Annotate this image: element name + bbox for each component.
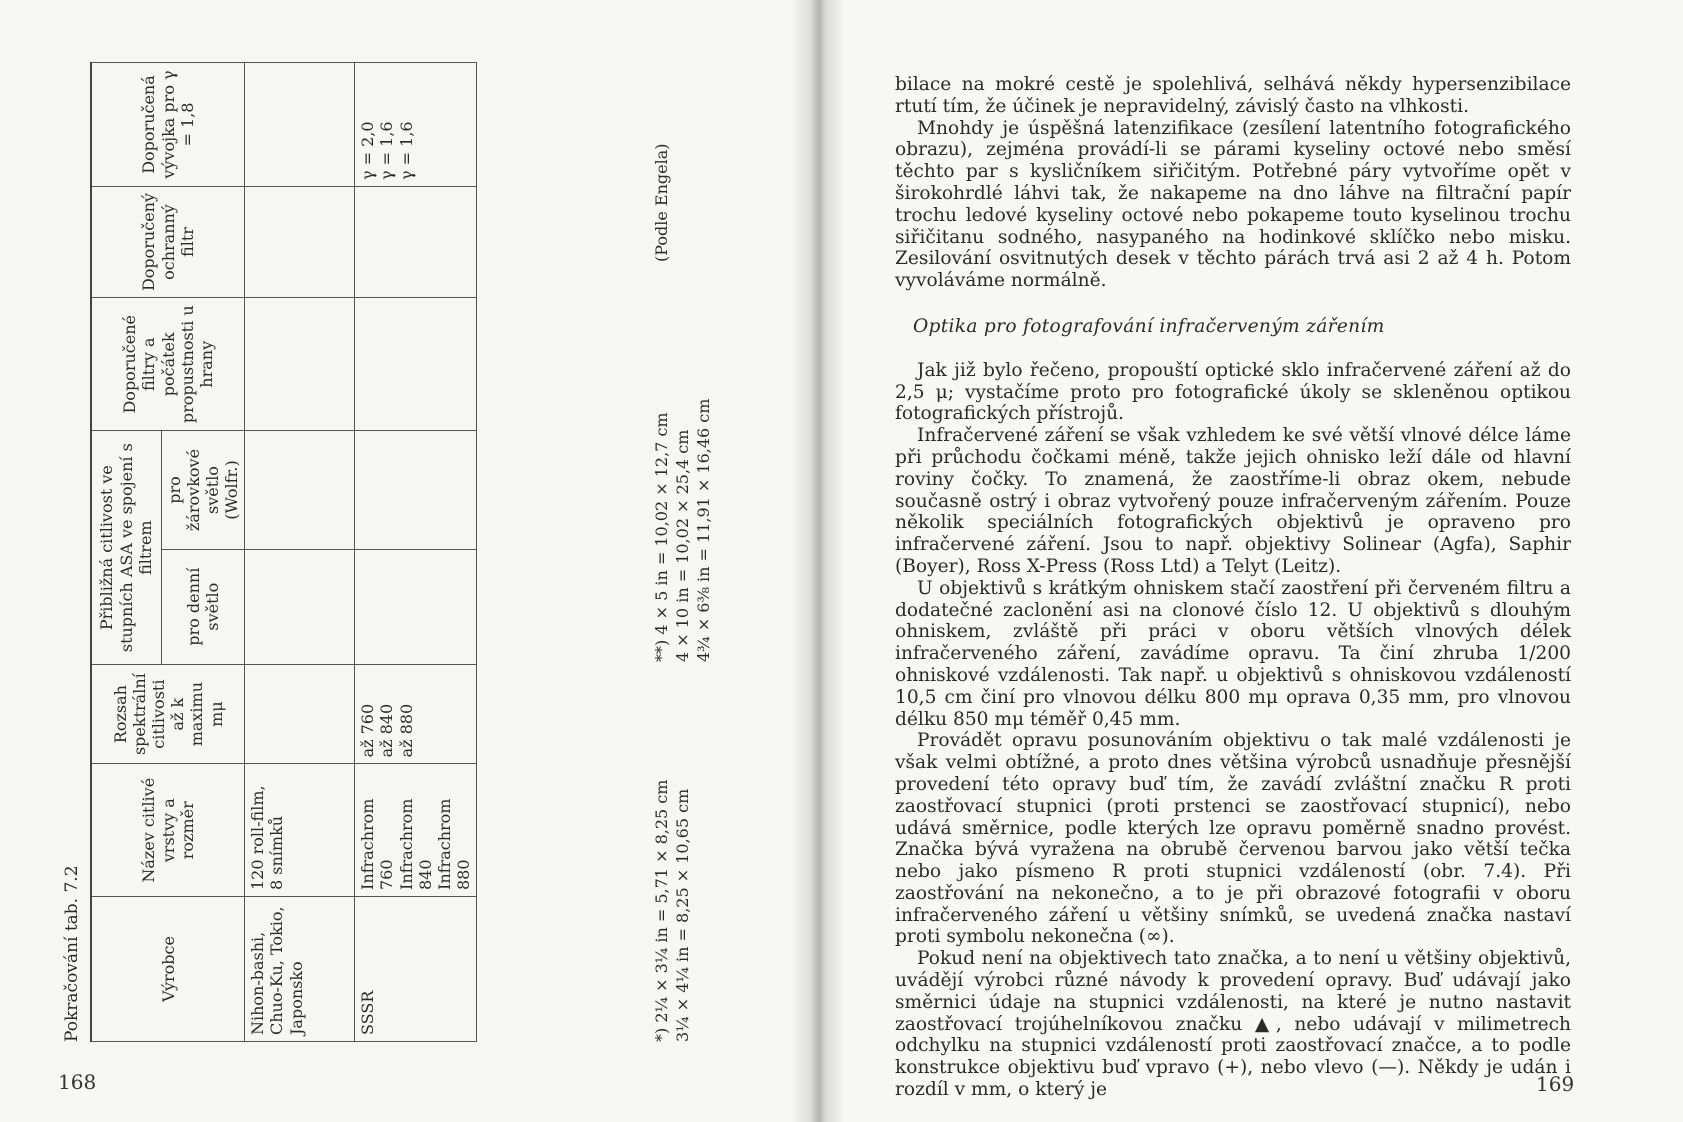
footnote-line: 4¾ × 6⅜ in = 11,91 × 16,46 cm <box>693 398 713 662</box>
table-row <box>245 63 355 1042</box>
paragraph: U objektivů s krátkým ohniskem stačí zaostření při červeném filtru a dodatečné zaclonění asi na clonové číslo 12. U objektivů s dlouhým ohniskem, zvláště při práci v oboru větších vlnových délek infračerveného záření, zavádíme opravu. Ta činí zhruba 1/200 ohniskové vzdálenosti. Tak např. u objektivů s ohniskovou vzdáleností 10,5 cm činí pro vlnovou délku 800 mμ oprava 0,35 mm, pro vlnovou délku 850 mμ téměř 0,45 mm. <box>895 577 1571 730</box>
paragraph: Pokud není na objektivech tato značka, a to není u většiny objektivů, uvádějí výrobci různé návody k provedení opravy. Buď udávají jako směrnici údaje na stupnici vzdálenosti, na které je nutno nastavit zaostřovací trojúhelníkovou značku ▲, nebo udávají v milimetrech odchylku na stupnici vzdáleností proti zaostřovací značce, a to podle konstrukce objektivu buď vpravo (+), nebo vlevo (—). Někdy je udán i rozdíl v mm, o který je <box>895 948 1571 1101</box>
footnote-line: 4 × 10 in = 10,02 × 25,4 cm <box>672 429 692 662</box>
cell-filtry <box>245 298 355 431</box>
cell-zarovkove <box>245 431 355 549</box>
cell-ochranny <box>245 186 355 297</box>
cell-nazev <box>355 764 477 897</box>
cell-line: Infrachrom 760 <box>358 798 397 890</box>
cell-filtry <box>355 298 477 431</box>
cell-rozsah <box>355 664 477 764</box>
page-number-right: 169 <box>1536 1072 1575 1096</box>
footnote-line: **) 4 × 5 in = 10,02 × 12,7 cm <box>652 412 671 662</box>
left-page <box>0 0 812 1122</box>
header-filtry: Doporučené filtry a počátek propustnosti u hrany <box>91 298 245 431</box>
cell-vyvojka <box>245 63 355 187</box>
footnote-line: *) 2¼ × 3¼ in = 5,71 × 8,25 cm <box>652 779 671 1042</box>
section-heading: Optika pro fotografování infračerveným zářením <box>913 315 1385 337</box>
cell-line: až 880 <box>396 703 416 758</box>
header-nazev: Název citlivé vrstvy a rozměr <box>91 764 245 897</box>
cell-zarovkove <box>355 431 477 549</box>
paragraph: Mnohdy je úspěšná latenzifikace (zesílení latentního fotografického obrazu), zejména provádí-li se párami kyseliny octové nebo směsí těchto par s kysličníkem siřičitým. Potřebné páry vytvoříme opět v širokohrdlé láhvi tak, že nakapeme na dno láhve na filtrační papír trochu ledové kyseliny octové nebo pokapeme touto kyselinou trochu siřičitanu sodného, nasypaného na hodinkové sklíčko nebo misku. Zesilování osvitnutých desek v těchto párách trvá asi 2 až 4 h. Potom vyvoláváme normálně. <box>895 117 1571 292</box>
header-citlivost: Přibližná citlivost ve stupních ASA ve spojení s filtrem <box>91 431 161 664</box>
cell-rozsah <box>245 664 355 764</box>
cell-vyrobce: SSSR <box>355 897 477 1042</box>
page-number-left: 168 <box>58 1070 97 1094</box>
header-vyvojka: Doporučená vývojka pro γ = 1,8 <box>91 63 245 187</box>
table-row <box>355 63 477 1042</box>
cell-line: 8 snímků <box>267 815 287 890</box>
table-caption: Pokračování tab. 7.2 <box>62 865 82 1042</box>
rotated-table-block <box>62 62 713 1042</box>
cell-denni <box>245 549 355 664</box>
header-denni: pro denní světlo <box>161 549 245 664</box>
cell-vyvojka <box>355 63 477 187</box>
footnote-line: 3¼ × 4¼ in = 8,25 × 10,65 cm <box>672 788 692 1042</box>
cell-line: γ = 1,6 <box>377 121 397 180</box>
cell-vyrobce: Nihon-bashi, Chuo-Ku, Tokio, Japonsko <box>245 897 355 1042</box>
header-ochranny: Doporučený ochranný filtr <box>91 186 245 297</box>
right-page-text <box>895 74 1571 1101</box>
cell-line: až 760 <box>358 703 378 758</box>
footnote-single <box>652 780 694 1042</box>
paragraph: Infračervené záření se však vzhledem ke své větší vlnové délce láme při průchodu čočkami méně, takže jejich ohnisko leží dále od hlavní roviny čočky. To znamená, že zaostříme-li obraz okem, nebude současně ostrý i obraz vytvořený pouze infračerveným zářením. Pouze několik speciálních fotografických objektivů je opraveno pro infračervené záření. Jsou to např. objektivy Solinear (Agfa), Saphir (Boyer), Ross X-Press (Ross Ltd) a Telyt (Leitz). <box>895 425 1571 577</box>
cell-line: 120 roll-film, <box>248 785 268 890</box>
table-source: (Podle Engela) <box>652 143 671 262</box>
footnote-double <box>652 399 714 662</box>
paragraph: Provádět opravu posunováním objektivu o tak malé vzdálenosti je však velmi obtížné, a proto dnes většina výrobců usnadňuje přesnější provedení této opravy buď tím, že zavádí zvláštní značku R proti zaostřovací stupnici (proti prstenci se zaostřovací stupnicí), nebo udává směrnice, podle kterých lze opravu poměrně snadno provést. Značka bývá vyražena na obrubě červenou barvou jako větší tečka nebo jako písmeno R proti stupnici vzdáleností (obr. 7.4). Při zaostřování na nekonečno, a to je při obrazové fotografii v oboru infračerveného záření u většiny snímků, se uvedená značka nastaví proti symbolu nekonečna (∞). <box>895 730 1571 948</box>
cell-ochranny <box>355 186 477 297</box>
cell-line: γ = 2,0 <box>358 121 378 180</box>
cell-line: až 840 <box>377 703 397 758</box>
cell-line: Infrachrom 840 <box>396 798 435 890</box>
header-vyrobce: Výrobce <box>91 897 245 1042</box>
cell-line: Infrachrom 880 <box>435 798 474 890</box>
cell-denni <box>355 549 477 664</box>
header-rozsah: Rozsah spektrální citlivosti až k maximu mμ <box>91 664 245 764</box>
cell-line: γ = 1,6 <box>396 121 416 180</box>
book-gutter <box>792 0 844 1122</box>
paragraph: Jak již bylo řečeno, propouští optické sklo infračervené záření až do 2,5 μ; vystačíme proto pro fotografické úkoly se skleněnou optikou fotografických přístrojů. <box>895 359 1571 425</box>
header-zarovkove: pro žárovkové světlo (Wolfr.) <box>161 431 245 549</box>
data-table <box>90 62 477 1042</box>
cell-nazev <box>245 764 355 897</box>
paragraph: bilace na mokré cestě je spolehlivá, selhává někdy hypersenzibilace rtutí tím, že účinek je nepravidelný, závislý často na vlhkosti. <box>895 74 1571 117</box>
